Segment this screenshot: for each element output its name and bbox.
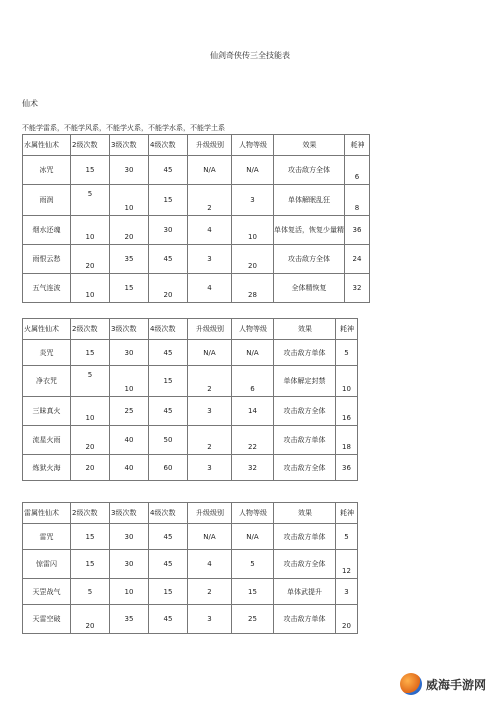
lv2-header: 2级次数 bbox=[71, 135, 110, 156]
lv2-count: 10 bbox=[71, 397, 110, 426]
upgrade-level: 3 bbox=[188, 605, 232, 634]
table-row bbox=[23, 579, 358, 605]
char-level: 6 bbox=[232, 366, 274, 397]
cost: 18 bbox=[336, 426, 358, 455]
cost: 20 bbox=[336, 605, 358, 634]
category-header: 雷属性仙术 bbox=[23, 503, 71, 524]
char-level: 25 bbox=[232, 605, 274, 634]
effect: 攻击敌方单体 bbox=[274, 340, 336, 366]
cost: 6 bbox=[345, 156, 370, 185]
char-level: 20 bbox=[232, 245, 274, 274]
lv3-count: 35 bbox=[110, 245, 149, 274]
lv4-count: 45 bbox=[149, 605, 188, 634]
table-row bbox=[23, 216, 370, 245]
table-row bbox=[23, 397, 358, 426]
cost: 32 bbox=[345, 274, 370, 303]
char-level: 10 bbox=[232, 216, 274, 245]
lv4-count: 60 bbox=[149, 455, 188, 481]
skill-name: 雨恨云愁 bbox=[23, 245, 71, 274]
lv2-count: 20 bbox=[71, 426, 110, 455]
effect: 单体解定封禁 bbox=[274, 366, 336, 397]
upgrade-level: 3 bbox=[188, 245, 232, 274]
effect: 攻击敌方全体 bbox=[274, 156, 345, 185]
effect: 攻击敌方单体 bbox=[274, 426, 336, 455]
site-watermark bbox=[400, 673, 486, 695]
lv4-count: 45 bbox=[149, 340, 188, 366]
table-row bbox=[23, 185, 370, 216]
lv3-count: 10 bbox=[110, 366, 149, 397]
upgrade-level: N/A bbox=[188, 156, 232, 185]
watermark-text: 威海手游网 bbox=[425, 677, 486, 692]
upgrade-level: 4 bbox=[188, 216, 232, 245]
lv3-header: 3级次数 bbox=[110, 319, 149, 340]
table-row bbox=[23, 605, 358, 634]
category-header: 水属性仙术 bbox=[23, 135, 71, 156]
effect-header: 效果 bbox=[274, 319, 336, 340]
table-row bbox=[23, 455, 358, 481]
skill-name: 雷咒 bbox=[23, 524, 71, 550]
char-level: 3 bbox=[232, 185, 274, 216]
table-row bbox=[23, 366, 358, 397]
char-level: N/A bbox=[232, 524, 274, 550]
lv3-count: 10 bbox=[110, 579, 149, 605]
restriction-note: 不能学雷系，不能学风系，不能学火系，不能学水系，不能学土系 bbox=[22, 124, 225, 132]
skill-name: 三昧真火 bbox=[23, 397, 71, 426]
skill-name: 净衣咒 bbox=[23, 366, 71, 397]
lv4-count: 30 bbox=[149, 216, 188, 245]
char-level: 22 bbox=[232, 426, 274, 455]
char-level-header: 人物等级 bbox=[232, 135, 274, 156]
lv3-count: 35 bbox=[110, 605, 149, 634]
table-row bbox=[23, 274, 370, 303]
skill-name: 天罡战气 bbox=[23, 579, 71, 605]
table-header-row bbox=[23, 319, 358, 340]
effect-header: 效果 bbox=[274, 503, 336, 524]
lv2-count: 15 bbox=[71, 524, 110, 550]
effect: 攻击敌方全体 bbox=[274, 397, 336, 426]
char-level: N/A bbox=[232, 156, 274, 185]
lv4-count: 15 bbox=[149, 185, 188, 216]
lv3-count: 30 bbox=[110, 340, 149, 366]
page-title: 仙剑奇侠传三全技能表 bbox=[210, 51, 290, 60]
lv4-count: 50 bbox=[149, 426, 188, 455]
cost: 12 bbox=[336, 550, 358, 579]
lv2-header: 2级次数 bbox=[71, 319, 110, 340]
skill-name: 烟水还魂 bbox=[23, 216, 71, 245]
table-header-row bbox=[23, 503, 358, 524]
lv3-count: 30 bbox=[110, 156, 149, 185]
effect: 攻击敌方全体 bbox=[274, 550, 336, 579]
skill-name: 冰咒 bbox=[23, 156, 71, 185]
char-level: 15 bbox=[232, 579, 274, 605]
upgrade-level: N/A bbox=[188, 340, 232, 366]
lv4-count: 15 bbox=[149, 366, 188, 397]
cost: 36 bbox=[336, 455, 358, 481]
lv2-count: 5 bbox=[71, 185, 110, 216]
skill-name: 雨润 bbox=[23, 185, 71, 216]
effect: 攻击敌方单体 bbox=[274, 605, 336, 634]
char-level: 32 bbox=[232, 455, 274, 481]
lv2-count: 20 bbox=[71, 605, 110, 634]
char-level-header: 人物等级 bbox=[232, 319, 274, 340]
cost-header: 耗神 bbox=[336, 319, 358, 340]
upgrade-level: 2 bbox=[188, 366, 232, 397]
effect-header: 效果 bbox=[274, 135, 345, 156]
section-title: 仙术 bbox=[22, 99, 38, 108]
skill-name: 五气连波 bbox=[23, 274, 71, 303]
fire-skill-table bbox=[22, 318, 358, 481]
upgrade-level: 4 bbox=[188, 274, 232, 303]
skill-name: 流星火雨 bbox=[23, 426, 71, 455]
cost: 5 bbox=[336, 524, 358, 550]
lv2-count: 10 bbox=[71, 274, 110, 303]
cost: 16 bbox=[336, 397, 358, 426]
char-level: 5 bbox=[232, 550, 274, 579]
upgrade-level: 2 bbox=[188, 579, 232, 605]
lv3-count: 40 bbox=[110, 455, 149, 481]
lv2-count: 5 bbox=[71, 366, 110, 397]
lv4-count: 45 bbox=[149, 245, 188, 274]
water-skill-table bbox=[22, 134, 370, 303]
cost: 24 bbox=[345, 245, 370, 274]
upgrade-header: 升级级别 bbox=[188, 135, 232, 156]
lv3-count: 30 bbox=[110, 550, 149, 579]
lv2-count: 10 bbox=[71, 216, 110, 245]
effect: 攻击敌方全体 bbox=[274, 245, 345, 274]
cost: 8 bbox=[345, 185, 370, 216]
lv3-count: 30 bbox=[110, 524, 149, 550]
lv3-count: 25 bbox=[110, 397, 149, 426]
lv3-count: 10 bbox=[110, 185, 149, 216]
site-logo-icon bbox=[400, 673, 422, 695]
skill-name: 炎咒 bbox=[23, 340, 71, 366]
table-row bbox=[23, 524, 358, 550]
table-row bbox=[23, 245, 370, 274]
lv4-count: 20 bbox=[149, 274, 188, 303]
category-header: 火属性仙术 bbox=[23, 319, 71, 340]
char-level: 28 bbox=[232, 274, 274, 303]
table-row bbox=[23, 340, 358, 366]
lv3-count: 20 bbox=[110, 216, 149, 245]
char-level: 14 bbox=[232, 397, 274, 426]
lv3-count: 40 bbox=[110, 426, 149, 455]
effect: 全体精恢复 bbox=[274, 274, 345, 303]
cost: 36 bbox=[345, 216, 370, 245]
upgrade-header: 升级级别 bbox=[188, 503, 232, 524]
lv2-count: 15 bbox=[71, 156, 110, 185]
upgrade-level: N/A bbox=[188, 524, 232, 550]
lv2-count: 20 bbox=[71, 455, 110, 481]
lv4-count: 15 bbox=[149, 579, 188, 605]
lv2-header: 2级次数 bbox=[71, 503, 110, 524]
effect: 单体解眠乱狂 bbox=[274, 185, 345, 216]
lv3-header: 3级次数 bbox=[110, 135, 149, 156]
effect: 单体复活，恢复少量精 bbox=[274, 216, 345, 245]
cost: 10 bbox=[336, 366, 358, 397]
lv4-count: 45 bbox=[149, 397, 188, 426]
table-header-row bbox=[23, 135, 370, 156]
lv2-count: 20 bbox=[71, 245, 110, 274]
upgrade-level: 3 bbox=[188, 455, 232, 481]
lv2-count: 5 bbox=[71, 579, 110, 605]
table-row bbox=[23, 156, 370, 185]
lv4-header: 4级次数 bbox=[149, 135, 188, 156]
lv2-count: 15 bbox=[71, 340, 110, 366]
skill-name: 炼狱火海 bbox=[23, 455, 71, 481]
lv4-header: 4级次数 bbox=[149, 319, 188, 340]
cost: 5 bbox=[336, 340, 358, 366]
upgrade-level: 3 bbox=[188, 397, 232, 426]
cost-header: 耗神 bbox=[336, 503, 358, 524]
skill-name: 惊雷闪 bbox=[23, 550, 71, 579]
lv4-count: 45 bbox=[149, 550, 188, 579]
lv2-count: 15 bbox=[71, 550, 110, 579]
lv4-count: 45 bbox=[149, 156, 188, 185]
upgrade-level: 4 bbox=[188, 550, 232, 579]
char-level: N/A bbox=[232, 340, 274, 366]
lv4-header: 4级次数 bbox=[149, 503, 188, 524]
effect: 攻击敌方全体 bbox=[274, 455, 336, 481]
lv4-count: 45 bbox=[149, 524, 188, 550]
table-row bbox=[23, 550, 358, 579]
upgrade-level: 2 bbox=[188, 185, 232, 216]
table-row bbox=[23, 426, 358, 455]
cost: 3 bbox=[336, 579, 358, 605]
cost-header: 耗神 bbox=[345, 135, 370, 156]
effect: 单体武提升 bbox=[274, 579, 336, 605]
upgrade-level: 2 bbox=[188, 426, 232, 455]
thunder-skill-table bbox=[22, 502, 358, 634]
skill-name: 天雷空破 bbox=[23, 605, 71, 634]
upgrade-header: 升级级别 bbox=[188, 319, 232, 340]
lv3-header: 3级次数 bbox=[110, 503, 149, 524]
effect: 攻击敌方单体 bbox=[274, 524, 336, 550]
char-level-header: 人物等级 bbox=[232, 503, 274, 524]
lv3-count: 15 bbox=[110, 274, 149, 303]
